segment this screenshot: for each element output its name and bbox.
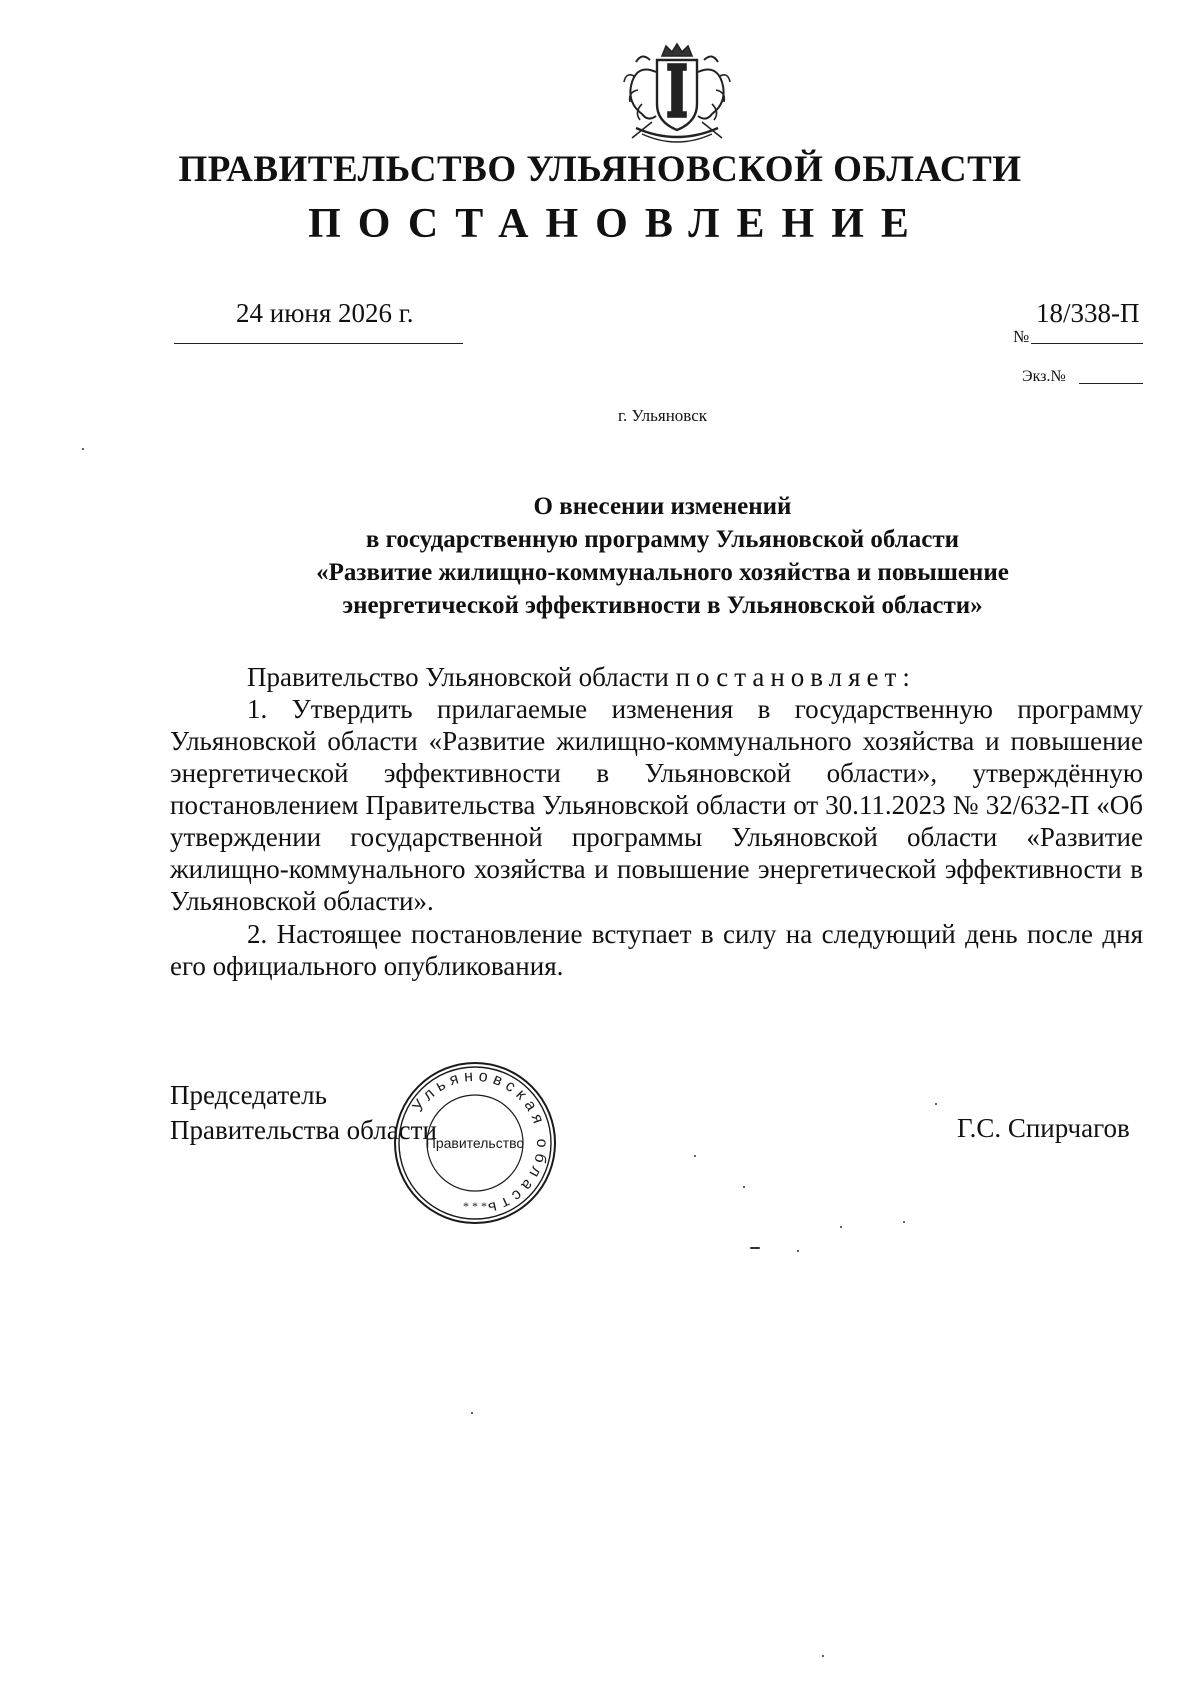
title-line: энергетической эффективности в Ульяновской области» (342, 592, 983, 619)
item-1-paragraph: 1. Утвердить прилагаемые изменения в государственную программу Ульяновской области «Развитие жилищно-коммунального хозяйства и повышение энергетической эффективности в Ульяновской области», утверждённую постановлением Правительства Ульяновской области от 30.11.2023 № 32/632-П «Об утверждении государственной программы Ульяновской области «Развитие жилищно-коммунального хозяйства и повышение энергетической эффективности в Ульяновской области». (170, 694, 1143, 916)
scan-speck (822, 1655, 824, 1657)
signatory-position-line: Правительства области (170, 1115, 437, 1145)
scan-speck (471, 1412, 473, 1414)
document-number: 18/338-П (1036, 298, 1140, 328)
copy-number-underline (1079, 383, 1143, 384)
svg-text:* * *: * * * (463, 1199, 487, 1213)
resolution-title (0, 490, 1200, 622)
scan-speck (903, 1221, 905, 1223)
scan-speck (750, 1247, 760, 1249)
svg-text:Правительство: Правительство (425, 1135, 525, 1151)
official-seal-stamp (390, 1058, 560, 1228)
scan-speck (82, 448, 84, 450)
item-2-paragraph: 2. Настоящее постановление вступает в силу на следующий день после дня его официального опубликования. (170, 919, 1143, 981)
scan-speck (935, 1103, 937, 1105)
coat-of-arms-emblem (612, 42, 742, 152)
scan-speck (840, 1226, 842, 1228)
organization-name: ПРАВИТЕЛЬСТВО УЛЬЯНОВСКОЙ ОБЛАСТИ (178, 149, 1022, 190)
svg-text:Ульяновская область: Ульяновская область (409, 1067, 551, 1218)
document-date: 24 июня 2026 г. (236, 298, 414, 328)
number-sign: № (1013, 327, 1030, 346)
intro-verb: постановляет: (675, 662, 916, 692)
intro-paragraph (170, 661, 1143, 693)
date-underline (174, 343, 463, 344)
scan-speck (797, 1250, 799, 1252)
city-name: г. Ульяновск (617, 406, 708, 425)
number-underline (1031, 343, 1143, 344)
intro-lead: Правительство Ульяновской области (247, 662, 669, 692)
title-line: в государственную программу Ульяновской области (365, 526, 960, 553)
signatory-name: Г.С. Спирчагов (957, 1113, 1130, 1143)
document-type-title: ПОСТАНОВЛЕНИЕ (308, 201, 926, 247)
copy-number-label: Экз.№ (1022, 368, 1066, 385)
scan-speck (743, 1186, 745, 1188)
title-line: «Развитие жилищно-коммунального хозяйства и повышение (316, 559, 1009, 586)
signatory-position-line: Председатель (170, 1080, 327, 1110)
scan-speck (694, 1155, 696, 1157)
title-line: О внесении изменений (533, 493, 792, 520)
